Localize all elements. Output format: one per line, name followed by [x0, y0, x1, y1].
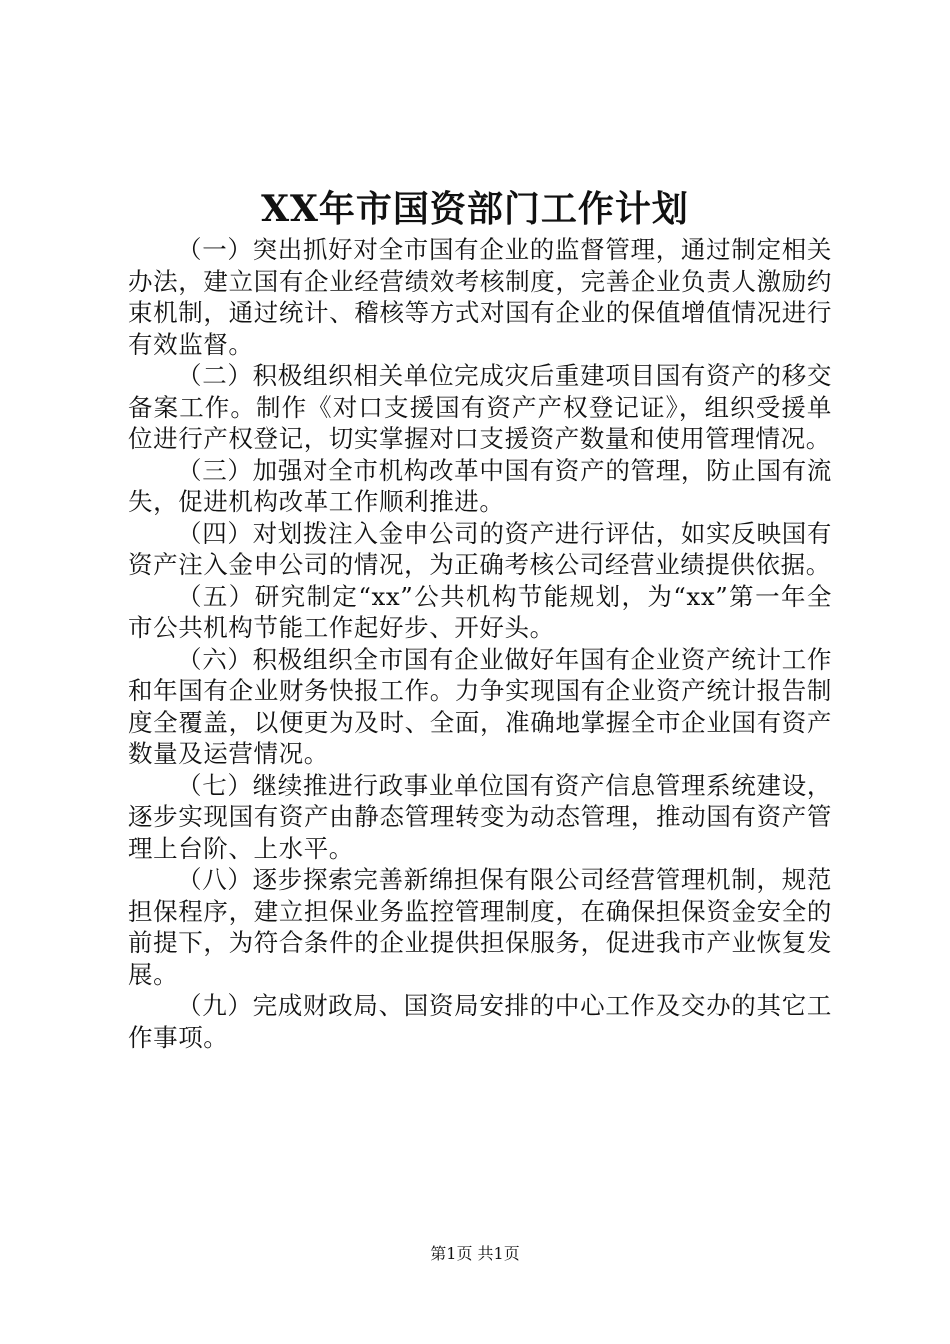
- paragraph-7: （七）继续推进行政事业单位国有资产信息管理系统建设，逐步实现国有资产由静态管理转变为动态管理，推动国有资产管理上台阶、上水平。: [128, 770, 832, 863]
- paragraph-2: （二）积极组织相关单位完成灾后重建项目国有资产的移交备案工作。制作《对口支援国有资产产权登记证》，组织受援单位进行产权登记，切实掌握对口支援资产数量和使用管理情况。: [128, 361, 832, 453]
- paragraph-4: （四）对划拨注入金申公司的资产进行评估，如实反映国有资产注入金申公司的情况，为正确考核公司经营业绩提供依据。: [128, 518, 832, 579]
- document-title: XX年市国资部门工作计划: [261, 188, 689, 230]
- document-body: [128, 234, 832, 1053]
- paragraph-1: （一）突出抓好对全市国有企业的监督管理，通过制定相关办法，建立国有企业经营绩效考核制度，完善企业负责人激励约束机制，通过统计、稽核等方式对国有企业的保值增值情况进行有效监督。: [128, 235, 832, 359]
- paragraph-5: （五）研究制定“xx”公共机构节能规划，为“xx”第一年全市公共机构节能工作起好步、开好头。: [128, 581, 832, 642]
- paragraph-9: （九）完成财政局、国资局安排的中心工作及交办的其它工作事项。: [128, 991, 832, 1052]
- paragraph-3: （三）加强对全市机构改革中国有资产的管理，防止国有流失，促进机构改革工作顺利推进。: [128, 455, 832, 516]
- paragraph-8: （八）逐步探索完善新绵担保有限公司经营管理机制，规范担保程序，建立担保业务监控管理制度，在确保担保资金安全的前提下，为符合条件的企业提供担保服务，促进我市产业恢复发展。: [128, 865, 832, 989]
- paragraph-6: （六）积极组织全市国有企业做好年国有企业资产统计工作和年国有企业财务快报工作。力争实现国有企业资产统计报告制度全覆盖，以便更为及时、全面，准确地掌握全市企业国有资产数量及运营情况。: [128, 644, 832, 768]
- page-footer: 第1页 共1页: [430, 1244, 520, 1263]
